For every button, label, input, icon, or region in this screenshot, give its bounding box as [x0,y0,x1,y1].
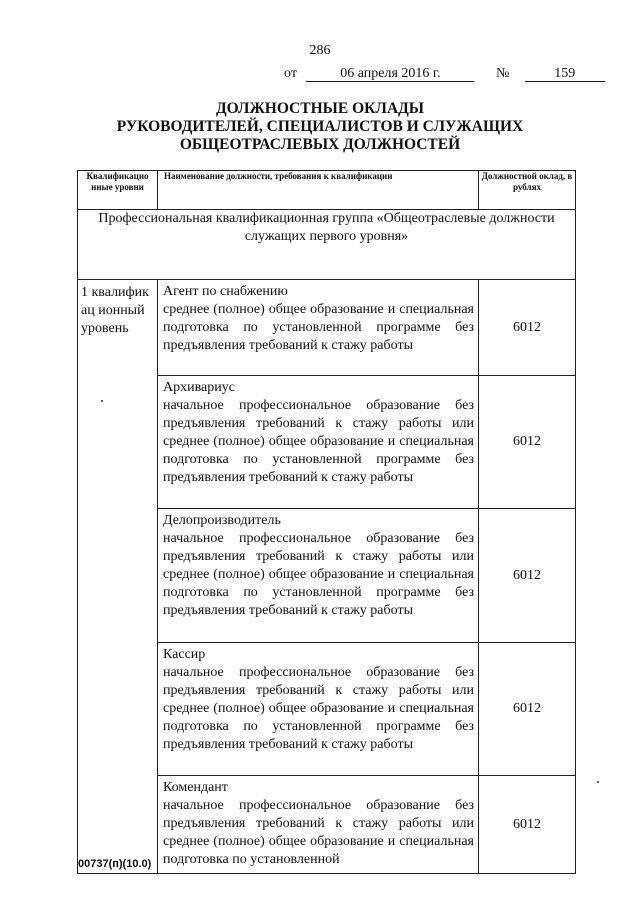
group-row [78,210,576,280]
header-position-name: Наименование должности, требования к квалификации [158,171,479,210]
position-cell [158,280,479,376]
table-header-row [78,171,576,210]
position-requirements: начальное профессиональное образование без предъявления требований к стажу работы или среднее (полное) общее образование и специальная подготовка по установленной программе без предъявления требований к стажу работы [163,531,474,618]
document-number: 159 [525,66,605,82]
salary-table [77,170,576,874]
position-cell [158,509,479,643]
scan-speck [101,400,103,402]
page-number: 286 [309,43,331,58]
title-line-1: ДОЛЖНОСТНЫЕ ОКЛАДЫ [215,100,425,117]
qualification-level: 1 квалификац ионный уровень [78,280,158,874]
title-line-2: РУКОВОДИТЕЛЕЙ, СПЕЦИАЛИСТОВ И СЛУЖАЩИХ [116,118,524,135]
salary-value: 6012 [479,776,576,874]
position-name: Кассир [163,647,206,662]
position-cell [158,643,479,776]
position-name: Архивариус [163,380,235,395]
salary-value: 6012 [479,280,576,376]
position-cell [158,776,479,874]
footer-code: 00737(п)(10.0) [78,858,152,870]
salary-value: 6012 [479,509,576,643]
title-line-3: ОБЩЕОТРАСЛЕВЫХ ДОЛЖНОСТЕЙ [179,136,461,153]
number-label: № [495,66,510,81]
position-requirements: начальное профессиональное образование без предъявления требований к стажу работы или среднее (полное) общее образование и специальная подготовка по установленной программе без предъявления требований к стажу работы [163,665,474,752]
header-salary: Должностной оклад, в рублях [479,171,576,210]
from-label: от [284,66,297,81]
position-requirements: среднее (полное) общее образование и специальная подготовка по установленной программе без предъявления требований к стажу работы [163,302,474,353]
salary-value: 6012 [479,376,576,509]
document-reference [284,66,605,82]
table-row [78,280,576,376]
position-requirements: начальное профессиональное образование без предъявления требований к стажу работы или среднее (полное) общее образование и специальная подготовка по установленной программе без предъявления требований к стажу работы [163,398,474,485]
scan-speck [597,781,599,783]
document-title [0,100,640,154]
document-date: 06 апреля 2016 г. [306,66,474,82]
position-cell [158,376,479,509]
header-qualification-levels: Квалификацио нные уровни [78,171,158,210]
position-requirements: начальное профессиональное образование без предъявления требований к стажу работы или среднее (полное) общее образование и специальная подготовка по установленной [163,798,474,867]
salary-value: 6012 [479,643,576,776]
professional-group-title: Профессиональная квалификационная группа «Общеотраслевые должности служащих первого уровня» [78,210,576,280]
position-name: Комендант [163,780,228,795]
position-name: Агент по снабжению [163,284,288,299]
position-name: Делопроизводитель [163,513,281,528]
